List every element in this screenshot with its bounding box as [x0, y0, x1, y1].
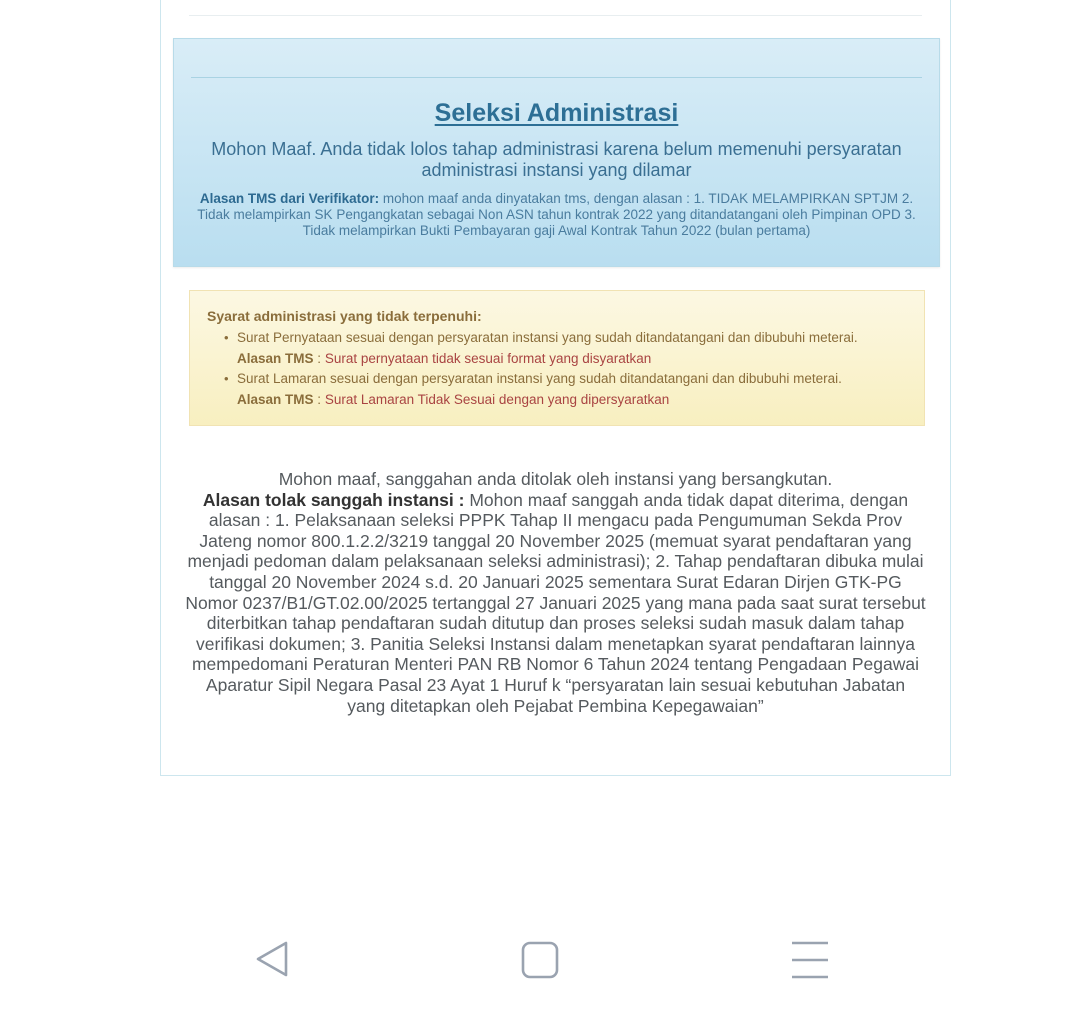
system-navigation-bar: [0, 915, 1080, 1005]
requirement-text: Surat Lamaran sesuai dengan persyaratan instansi yang sudah ditandatangani dan dibubuhi meterai.: [237, 371, 842, 386]
menu-button[interactable]: [785, 937, 835, 983]
verifier-reason-text: mohon maaf anda dinyatakan tms, dengan alasan : 1. TIDAK MELAMPIRKAN SPTJM 2. Tidak melampirkan SK Pengangkatan sebagai Non ASN tahun kontrak 2022 yang ditandatangani oleh Pimpinan OPD 3. Tidak melampirkan Bukti Pembayaran gaji Awal Kontrak Tahun 2022 (bulan pertama): [197, 191, 916, 238]
tms-reason-text: Surat pernyataan tidak sesuai format yang disyaratkan: [324, 350, 652, 366]
rebuttal-reason-text: Mohon maaf sanggah anda tidak dapat diterima, dengan alasan : 1. Pelaksanaan seleksi PPPK Tahap II mengacu pada Pengumuman Sekda Prov Jateng nomor 800.1.2.2/3219 tanggal 20 November 2025 (memuat syarat pendaftaran yang menjadi pedoman dalam pelaksanaan seleksi administrasi); 2. Tahap pendaftaran dibuka mulai tanggal 20 November 2024 s.d. 20 Januari 2025 sementara Surat Edaran Dirjen GTK-PG Nomor 0237/B1/GT.02.00/2025 tertanggal 27 Januari 2025 yang mana pada saat surat tersebut diterbitkan tahap pendaftaran sudah ditutup dan proses seleksi sudah masuk dalam tahap verifikasi dokumen; 3. Panitia Seleksi Instansi dalam menetapkan syarat pendaftaran lainnya mempedomani Peraturan Menteri PAN RB Nomor 6 Tahun 2024 tentang Pengadaan Pegawai Aparatur Sipil Negara Pasal 23 Ayat 1 Huruf k “persyaratan lain sesuai kebutuhan Jabatan yang ditetapkan oleh Pejabat Pembina Kepegawaian”: [185, 489, 926, 716]
back-triangle-icon: [250, 940, 290, 980]
verifier-reason-label: Alasan TMS dari Verifikator:: [199, 191, 380, 206]
tms-separator: :: [317, 350, 322, 366]
unmet-requirements-title: Syarat administrasi yang tidak terpenuhi:: [207, 308, 482, 324]
verifier-reason: [192, 191, 921, 239]
tms-separator: :: [317, 391, 322, 407]
admin-fail-message: Mohon Maaf. Anda tidak lolos tahap administrasi karena belum memenuhi persyaratan administrasi instansi yang dilamar: [211, 139, 902, 180]
unmet-requirements-alert: [189, 290, 925, 426]
tms-label: Alasan TMS: [237, 350, 314, 366]
list-item: [224, 328, 917, 369]
result-card: [160, 0, 951, 776]
bullet-icon: •: [224, 330, 229, 345]
home-square-icon: [520, 940, 560, 980]
rebuttal-status: Mohon maaf, sanggahan anda ditolak oleh instansi yang bersangkutan.: [278, 469, 833, 489]
rebuttal-reason-label: Alasan tolak sanggah instansi :: [202, 489, 465, 510]
tms-label: Alasan TMS: [237, 391, 314, 407]
alert-divider: [191, 77, 922, 78]
menu-lines-icon: [790, 940, 830, 980]
tms-reason-line: [237, 349, 917, 370]
back-button[interactable]: [245, 937, 295, 983]
tms-reason-line: [237, 390, 917, 411]
requirement-text: Surat Pernyataan sesuai dengan persyaratan instansi yang sudah ditandatangani dan dibubuhi meterai.: [237, 330, 858, 345]
unmet-requirements-list: [224, 328, 917, 410]
top-divider: [189, 15, 922, 16]
bullet-icon: •: [224, 371, 229, 386]
rebuttal-result: [185, 469, 926, 716]
admin-selection-title: Seleksi Administrasi: [434, 99, 679, 127]
rebuttal-reason: [185, 490, 926, 717]
tms-reason-text: Surat Lamaran Tidak Sesuai dengan yang dipersyaratkan: [324, 391, 670, 407]
admin-selection-alert: [173, 38, 940, 267]
list-item: [224, 369, 917, 410]
home-button[interactable]: [515, 937, 565, 983]
